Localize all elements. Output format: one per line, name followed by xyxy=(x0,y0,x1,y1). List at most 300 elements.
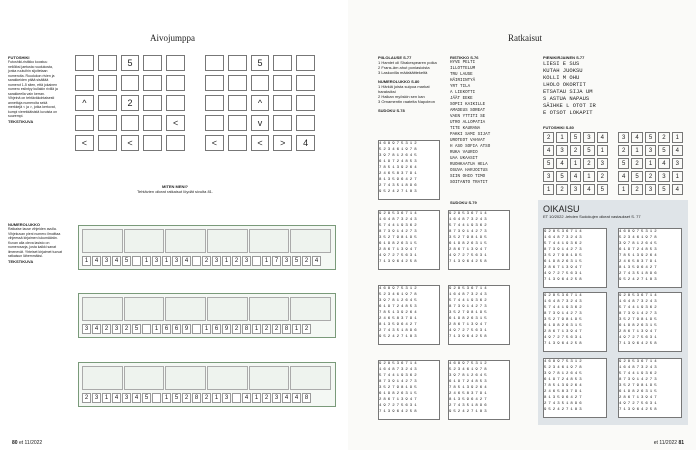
number-cell: 9 xyxy=(222,324,231,334)
grid-cell: 5 xyxy=(658,184,669,195)
grid-cell: 3 xyxy=(645,184,656,195)
sudoku-row: 164873243 xyxy=(619,300,659,304)
clue-picture xyxy=(82,366,123,390)
sudoku-row: 713964258 xyxy=(619,342,659,346)
sudoku-row: 713964258 xyxy=(449,260,489,264)
number-cell: 3 xyxy=(212,256,221,266)
clue-picture xyxy=(249,229,290,253)
grid-cell xyxy=(166,55,185,71)
clue-picture xyxy=(124,229,165,253)
sudoku-row: 523461978 xyxy=(379,293,419,297)
sudoku-row: 873914273 xyxy=(544,312,584,316)
solution-line: TITE KAURANA xyxy=(450,127,481,131)
sudoku-row: 164873243 xyxy=(379,218,419,222)
sudoku-row: 574419362 xyxy=(544,306,584,310)
futoshiki-grid-2 xyxy=(205,55,315,151)
solution-line: UAA UKAASIT xyxy=(450,157,478,161)
sudoku-row: 246583791 xyxy=(619,260,659,264)
grid-cell: 5 xyxy=(583,145,594,156)
pienikirjain-head: PIENIKIRJAINEN S.77 xyxy=(543,55,585,60)
sudoku-row: 246583791 xyxy=(544,390,584,394)
sudoku-row: 928536714 xyxy=(449,212,489,216)
grid-cell: 2 xyxy=(583,158,594,169)
grid-cell xyxy=(143,75,162,91)
grid-cell: 5 xyxy=(618,158,629,169)
grid-cell: 4 xyxy=(618,171,629,182)
sudoku-row: 246583791 xyxy=(449,392,489,396)
ristikko-grid xyxy=(450,60,540,186)
piilolause-item: 2 Frans-äm ahut poniasioista xyxy=(378,65,430,70)
sudoku-row: 619724853 xyxy=(449,380,489,384)
sudoku-row: 164873243 xyxy=(619,366,659,370)
grid-cell xyxy=(251,75,270,91)
picture-clues-2 xyxy=(82,297,332,321)
clue-picture xyxy=(249,297,290,321)
futoshiki-solution-head: FUTOSHIKI S.80 xyxy=(543,125,574,130)
grid-cell xyxy=(205,55,224,71)
solution-line: S ASTUA NAPAUS xyxy=(543,95,590,102)
number-cell: 3 xyxy=(112,324,121,334)
number-cell: 2 xyxy=(102,324,111,334)
sudoku-row: 873914273 xyxy=(379,230,419,234)
sudoku-row: 352798195 xyxy=(449,236,489,240)
grid-cell: 3 xyxy=(583,132,594,143)
number-cell: 1 xyxy=(162,256,171,266)
grid-cell: 1 xyxy=(672,171,683,182)
piilolause-head: PIILOLAUSE S.77 xyxy=(378,55,412,60)
sudoku-row: 713964258 xyxy=(379,260,419,264)
grid-cell xyxy=(98,75,117,91)
grid-cell xyxy=(98,95,117,111)
number-cell: 6 xyxy=(162,324,171,334)
grid-cell xyxy=(143,55,162,71)
grid-cell xyxy=(296,95,315,111)
grid-cell xyxy=(228,135,247,151)
grid-cell xyxy=(228,115,247,131)
solution-line: LHOLO OKORTIT xyxy=(543,81,586,88)
number-cell: 1 xyxy=(262,256,271,266)
grid-cell: 4 xyxy=(570,171,581,182)
numerolukko-instructions xyxy=(8,222,63,264)
grid-cell xyxy=(98,55,117,71)
grid-cell: 5 xyxy=(556,171,567,182)
miten-meni-box xyxy=(120,184,230,194)
oikaisu-sudoku-6 xyxy=(618,358,682,418)
sudoku-row: 352798195 xyxy=(379,386,419,390)
grid-cell xyxy=(296,75,315,91)
solution-line: PAKKI SAMI SIJAT xyxy=(450,133,491,137)
sudoku-row: 523461978 xyxy=(544,366,584,370)
numerolukko-solution-item: 3 Ornamentin raateita Napoleon xyxy=(378,99,435,104)
sudoku-row: 523461978 xyxy=(449,368,489,372)
numerolukko-puzzle-2 xyxy=(78,293,336,338)
sudoku-row: 352798195 xyxy=(619,318,659,322)
sudoku-row: 713964258 xyxy=(544,278,584,282)
grid-cell: 5 xyxy=(645,132,656,143)
sudoku-row: 574419362 xyxy=(544,242,584,246)
number-cell: 3 xyxy=(222,393,231,403)
number-cell: 1 xyxy=(222,256,231,266)
grid-cell: < xyxy=(121,135,140,151)
numerolukko-puzzle-3 xyxy=(78,362,336,407)
footer-right: et 11/2022 xyxy=(653,440,678,446)
number-cell: 5 xyxy=(132,324,141,334)
number-cell: 4 xyxy=(282,393,291,403)
grid-cell: 5 xyxy=(570,132,581,143)
grid-cell: < xyxy=(75,135,94,151)
number-cell: 3 xyxy=(272,393,281,403)
piilolause-item: 3 Laskuvilla määrääittekeltä xyxy=(378,70,428,75)
sudoku-solution-4 xyxy=(378,285,440,345)
grid-cell xyxy=(296,115,315,131)
grid-cell: 4 xyxy=(672,184,683,195)
sudoku-solution-2 xyxy=(378,210,440,270)
solution-line: KOLLI M OHU xyxy=(543,74,580,81)
grid-cell xyxy=(143,95,162,111)
number-cell: 2 xyxy=(272,324,281,334)
grid-cell: 2 xyxy=(645,171,656,182)
clue-picture xyxy=(165,229,206,253)
number-cell: 4 xyxy=(242,393,251,403)
sudoku-row: 468975312 xyxy=(379,142,419,146)
number-cell: 3 xyxy=(242,256,251,266)
sudoku-row: 397812645 xyxy=(544,372,584,376)
clue-picture xyxy=(124,366,165,390)
grid-cell: 1 xyxy=(556,132,567,143)
clue-picture xyxy=(82,229,123,253)
ristikko-head: RISTIKKO S.76 xyxy=(450,55,479,60)
number-cell: 1 xyxy=(252,393,261,403)
futoshiki-solution-2 xyxy=(618,132,683,195)
sudoku-row: 785139264 xyxy=(449,386,489,390)
solution-line: ETSATAU SIJA UM xyxy=(543,88,593,95)
number-cell: 4 xyxy=(312,256,321,266)
page-number-81: 81 xyxy=(678,440,684,446)
number-cell: 2 xyxy=(262,324,271,334)
sudoku-row: 574419362 xyxy=(449,224,489,228)
solution-line: RUOHKAATUA HELA xyxy=(450,163,488,167)
sudoku-row: 497275631 xyxy=(379,404,419,408)
sudoku-row: 246583791 xyxy=(379,317,419,321)
sudoku-row: 873914273 xyxy=(619,378,659,382)
grid-cell: 2 xyxy=(658,132,669,143)
sudoku-row: 785139264 xyxy=(379,166,419,170)
sudoku-row: 713964258 xyxy=(619,408,659,412)
sudoku-row: 164873243 xyxy=(449,293,489,297)
sudoku-row: 619826315 xyxy=(449,317,489,321)
sudoku-row: 574419362 xyxy=(449,299,489,303)
sudoku-row: 497275631 xyxy=(449,254,489,258)
sudoku-row: 873914273 xyxy=(544,248,584,252)
sudoku-row: 397812645 xyxy=(379,154,419,158)
number-cell: 8 xyxy=(192,393,201,403)
clue-picture xyxy=(165,297,206,321)
sudoku-row: 619724853 xyxy=(379,305,419,309)
grid-cell xyxy=(98,135,117,151)
grid-cell: 1 xyxy=(583,171,594,182)
sudoku-row: 619826315 xyxy=(379,242,419,246)
sudoku-row: 713964258 xyxy=(544,342,584,346)
grid-cell: 4 xyxy=(556,158,567,169)
oikaisu-sudoku-4 xyxy=(618,292,682,352)
clue-picture xyxy=(165,366,206,390)
solution-line: E OTSOT LOKAPIT xyxy=(543,109,593,116)
solution-line: JÄÄT EEKE xyxy=(450,97,473,101)
number-cell: 1 xyxy=(292,324,301,334)
sudoku-row: 523461978 xyxy=(619,236,659,240)
sudoku-row: 952427183 xyxy=(379,335,419,339)
sudoku-row: 468975312 xyxy=(619,230,659,234)
oikaisu-sudoku-5 xyxy=(543,358,607,418)
number-cell: 3 xyxy=(282,256,291,266)
number-cell: 5 xyxy=(142,393,151,403)
number-cell: 3 xyxy=(82,324,91,334)
grid-cell: 3 xyxy=(658,171,669,182)
sudoku-row: 164873243 xyxy=(449,218,489,222)
miten-meni-text: Tehtävien oikeat ratkaisut löydät sivulta 81. xyxy=(136,189,214,194)
sudoku-row: 928536714 xyxy=(619,294,659,298)
grid-cell xyxy=(273,95,292,111)
number-cell: 4 xyxy=(112,393,121,403)
number-cell: 1 xyxy=(142,256,151,266)
miten-meni-title: MITEN MENI? xyxy=(162,184,188,189)
number-cell: 3 xyxy=(122,393,131,403)
number-cell: 6 xyxy=(172,324,181,334)
numerolukko-solution-item: 2 Haikan myöskin sen kan xyxy=(378,94,425,99)
solution-line: SIIN OHIO TIMO xyxy=(450,175,486,179)
numerolukko-title: NUMEROLUKKO xyxy=(8,222,40,227)
sudoku-solution-6 xyxy=(378,360,440,420)
grid-cell: < xyxy=(166,115,185,131)
sudoku-row: 952427183 xyxy=(449,410,489,414)
sudoku-row: 246583791 xyxy=(379,172,419,176)
sudoku-row: 785139264 xyxy=(619,254,659,258)
grid-cell xyxy=(121,115,140,131)
sudoku-row: 468975312 xyxy=(379,287,419,291)
ristikko-solution xyxy=(450,55,540,186)
left-page-title: Aivojumppa xyxy=(150,33,195,43)
sudoku-row: 164873243 xyxy=(379,368,419,372)
number-cell: 4 xyxy=(112,256,121,266)
sudoku-row: 352798195 xyxy=(619,384,659,388)
sudoku-row: 619826315 xyxy=(449,242,489,246)
sudoku-row: 952427183 xyxy=(379,190,419,194)
grid-cell xyxy=(143,115,162,131)
number-cell: 2 xyxy=(232,256,241,266)
number-cell: 5 xyxy=(172,393,181,403)
number-cell: 3 xyxy=(172,256,181,266)
sudoku-row: 286713947 xyxy=(544,266,584,270)
grid-cell xyxy=(166,135,185,151)
number-cell: 3 xyxy=(92,393,101,403)
number-cell: 8 xyxy=(302,393,311,403)
sudoku-row: 873914273 xyxy=(379,380,419,384)
grid-cell xyxy=(205,75,224,91)
solution-line: LIESI E SUS xyxy=(543,60,580,67)
number-cell: 5 xyxy=(292,256,301,266)
sudoku-solution-head: SUDOKU S.78 xyxy=(378,108,405,113)
picture-clues-1 xyxy=(82,229,332,253)
grid-cell xyxy=(166,95,185,111)
number-cell: 2 xyxy=(262,393,271,403)
right-page xyxy=(348,0,696,450)
futoshiki-credit: TEKSTIKUVA xyxy=(8,118,34,124)
numerolukko-credit: TEKSTIKUVA xyxy=(8,258,34,264)
number-cell: 2 xyxy=(202,256,211,266)
number-cell: 3 xyxy=(152,256,161,266)
number-row-1 xyxy=(82,256,332,266)
futoshiki-title: FUTOSHIKI xyxy=(8,55,30,60)
grid-cell xyxy=(296,55,315,71)
sudoku-row: 813596427 xyxy=(449,398,489,402)
sudoku-row: 274351896 xyxy=(619,272,659,276)
sudoku-row: 873914273 xyxy=(619,312,659,316)
futoshiki-text: Futoshiki-ristikko koostuu neliöiksi jaetusta ruudukosta, jonka ruutuihin sijoitetaan numeroita. Ruudukon rivien ja sarakkeiden pitää sisältää numerot 1-5 siten, että jokainen numero esiintyy kullakin rivillä ja sarakkeella vain kerran. Vihjeinä on tehtäväkohtaisesti annettuja numeroita sekä merkkejä < ja >, jotka kertovat, kumpi vierekkäisistä luvuista on suurempi. xyxy=(8,60,58,118)
solution-line: HÄIRIINTYÄ xyxy=(450,79,476,83)
numerolukko-text: Ratkaise lause vihjeiden avulla. Vihjekuvan pieni numero ilmoittaa vihjeessä kirjaimen lukumäärän. Kuvan alla oleva lasisto on numerosarja, josta kaikki sanat ilmenevät. Yhteiset kirjaimet tuovat ratkaisun lähemmäksi. xyxy=(8,227,63,258)
sudoku-row: 619826315 xyxy=(379,392,419,396)
solution-line: ILLOTTELUM xyxy=(450,67,476,71)
grid-cell: 3 xyxy=(597,158,608,169)
grid-cell: 5 xyxy=(658,145,669,156)
grid-cell: 5 xyxy=(597,184,608,195)
clue-picture xyxy=(290,229,331,253)
sudoku-row: 468975312 xyxy=(449,362,489,366)
number-cell: 2 xyxy=(82,393,91,403)
solution-line: YRT TILA xyxy=(450,85,471,89)
number-cell xyxy=(192,256,201,266)
solution-line: TRU LAUSE xyxy=(450,73,473,77)
number-cell: 4 xyxy=(292,393,301,403)
number-cell: 7 xyxy=(272,256,281,266)
number-cell: 4 xyxy=(92,324,101,334)
grid-cell: 5 xyxy=(251,55,270,71)
clue-picture xyxy=(82,297,123,321)
futoshiki-grid-1 xyxy=(75,55,185,151)
sudoku-row: 497275631 xyxy=(619,336,659,340)
solution-line: UROTEOT VAHVAT xyxy=(450,139,486,143)
sudoku-row: 286713947 xyxy=(449,323,489,327)
grid-cell xyxy=(228,95,247,111)
grid-cell: 4 xyxy=(583,184,594,195)
number-cell: 2 xyxy=(302,256,311,266)
sudoku-row: 619826315 xyxy=(619,390,659,394)
number-cell: 2 xyxy=(232,324,241,334)
grid-cell xyxy=(75,55,94,71)
page-number-80: 80 xyxy=(12,440,18,446)
sudoku-row: 397812645 xyxy=(449,374,489,378)
grid-cell xyxy=(273,75,292,91)
sudoku-row: 785139264 xyxy=(544,384,584,388)
grid-cell: 3 xyxy=(645,145,656,156)
clue-picture xyxy=(207,366,248,390)
number-cell: 2 xyxy=(302,324,311,334)
grid-cell: 2 xyxy=(121,95,140,111)
numerolukko-solution-item: 1 Härkiä joista suipoa markat haraksiksi xyxy=(378,84,430,94)
sudoku-row: 574419362 xyxy=(379,224,419,228)
sudoku2-head: SUDOKU S.79 xyxy=(450,200,477,205)
sudoku-solution-1 xyxy=(378,140,440,200)
grid-cell xyxy=(205,115,224,131)
right-page-title: Ratkaisut xyxy=(508,33,542,43)
number-cell xyxy=(152,393,161,403)
grid-cell xyxy=(75,75,94,91)
footer-left: et 11/2022 xyxy=(18,440,43,446)
sudoku-row: 274351896 xyxy=(449,404,489,408)
sudoku-row: 928536714 xyxy=(379,212,419,216)
number-cell: 4 xyxy=(132,393,141,403)
oikaisu-text: ET 10/2022 -lehden Sudokujen oikeat vastaukset S. 77 xyxy=(543,214,641,219)
number-cell: 4 xyxy=(182,256,191,266)
number-cell: 8 xyxy=(242,324,251,334)
sudoku-row: 497275631 xyxy=(379,254,419,258)
grid-cell: 1 xyxy=(543,184,554,195)
sudoku-row: 619826315 xyxy=(544,324,584,328)
grid-cell: < xyxy=(251,135,270,151)
number-cell: 8 xyxy=(282,324,291,334)
piilolause-solution xyxy=(378,55,440,113)
sudoku-row: 352798195 xyxy=(449,311,489,315)
grid-cell xyxy=(273,55,292,71)
number-cell xyxy=(142,324,151,334)
sudoku-row: 397812645 xyxy=(619,242,659,246)
grid-cell xyxy=(75,115,94,131)
futoshiki-solution-1 xyxy=(543,132,608,195)
grid-cell: 4 xyxy=(543,145,554,156)
solution-line: AMADEUS SOREAT xyxy=(450,109,486,113)
number-cell xyxy=(252,256,261,266)
solution-line: A LIEKOTTI xyxy=(450,91,476,95)
sudoku-row: 274351896 xyxy=(379,184,419,188)
grid-cell: 5 xyxy=(121,55,140,71)
number-cell: 1 xyxy=(82,256,91,266)
grid-cell: 1 xyxy=(672,132,683,143)
grid-cell: 4 xyxy=(597,132,608,143)
sudoku-row: 619724853 xyxy=(544,378,584,382)
number-cell: 2 xyxy=(182,393,191,403)
sudoku-row: 619724853 xyxy=(619,248,659,252)
sudoku-row: 873914273 xyxy=(449,230,489,234)
sudoku-row: 497275631 xyxy=(544,272,584,276)
sudoku-row: 873914273 xyxy=(449,305,489,309)
sudoku-row: 352798195 xyxy=(544,254,584,258)
sudoku-row: 952427183 xyxy=(544,408,584,412)
sudoku-row: 928536714 xyxy=(449,287,489,291)
sudoku-row: 497275631 xyxy=(619,402,659,406)
piilolause-item: 1 Hamlet oli Shakespearen poika xyxy=(378,60,437,65)
grid-cell: ^ xyxy=(251,95,270,111)
sudoku-row: 164873243 xyxy=(544,300,584,304)
solution-line: H ASO SOFIA ATSO xyxy=(450,145,491,149)
sudoku-row: 928536714 xyxy=(544,294,584,298)
sudoku-row: 286713947 xyxy=(544,330,584,334)
sudoku-row: 928536714 xyxy=(544,230,584,234)
solution-line: RUKA VAURIO xyxy=(450,151,478,155)
sudoku-row: 813596427 xyxy=(619,266,659,270)
sudoku-row: 497275631 xyxy=(544,336,584,340)
number-cell: 1 xyxy=(152,324,161,334)
sudoku-row: 713964258 xyxy=(449,335,489,339)
number-cell: 9 xyxy=(182,324,191,334)
number-cell: 1 xyxy=(212,393,221,403)
sudoku-solution-7 xyxy=(448,360,510,420)
grid-cell: 3 xyxy=(570,184,581,195)
clue-picture xyxy=(290,297,331,321)
sudoku-row: 286713947 xyxy=(449,248,489,252)
number-cell: 1 xyxy=(202,324,211,334)
grid-cell: 3 xyxy=(543,171,554,182)
number-cell: 4 xyxy=(92,256,101,266)
